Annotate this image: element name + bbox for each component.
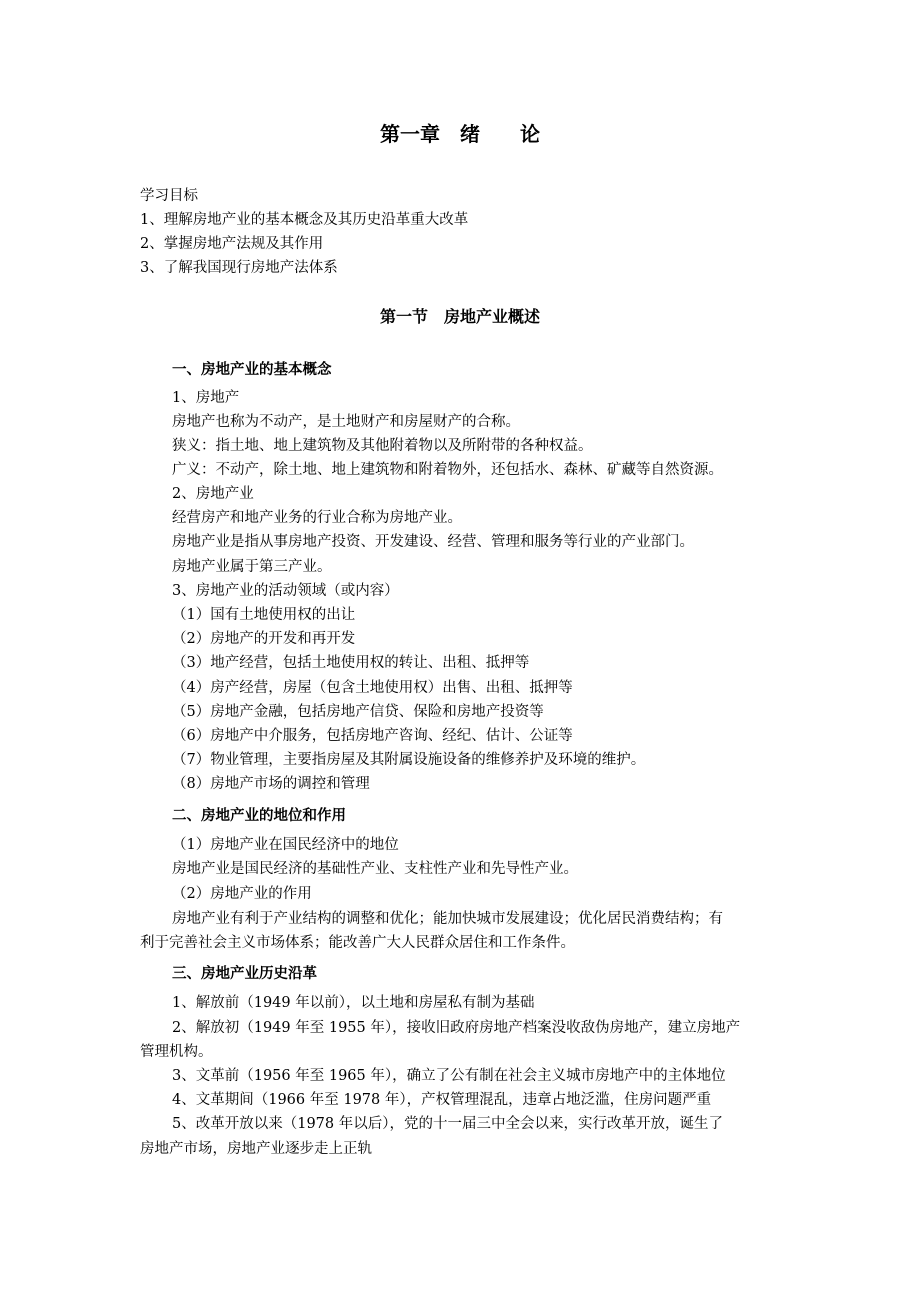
- paragraph-line: 管理机构。: [140, 1044, 213, 1060]
- list-item: （7）物业管理，主要指房屋及其附属设施设备的维修养护及环境的维护。: [172, 752, 646, 768]
- paragraph-line: 房地产业是国民经济的基础性产业、支柱性产业和先导性产业。: [172, 861, 578, 877]
- paragraph-line: 2、房地产业: [172, 486, 254, 502]
- list-item: （8）房地产市场的调控和管理: [172, 776, 370, 792]
- paragraph-line: 房地产业属于第三产业。: [172, 559, 332, 575]
- list-item: （6）房地产中介服务，包括房地产咨询、经纪、估计、公证等: [172, 728, 573, 744]
- paragraph-line: 3、文革前（1956 年至 1965 年），确立了公有制在社会主义城市房地产中的主体地位: [172, 1068, 726, 1084]
- paragraph-line: 4、文革期间（1966 年至 1978 年），产权管理混乱，违章占地泛滥，住房问题严重: [172, 1092, 712, 1108]
- paragraph-line: 1、房地产: [172, 390, 240, 406]
- part2-heading: 二、房地产业的地位和作用: [172, 808, 346, 824]
- paragraph-line: 房地产也称为不动产，是土地财产和房屋财产的合称。: [172, 414, 520, 430]
- objectives-heading: 学习目标: [140, 188, 198, 204]
- part1-heading: 一、房地产业的基本概念: [172, 362, 332, 378]
- paragraph-line: 3、房地产业的活动领域（或内容）: [172, 583, 399, 599]
- paragraph-line: 5、改革开放以来（1978 年以后），党的十一届三中全会以来，实行改革开放，诞生了: [172, 1116, 723, 1132]
- paragraph-line: 房地产业有利于产业结构的调整和优化；能加快城市发展建设；优化居民消费结构；有: [172, 911, 723, 927]
- paragraph-line: （1）房地产业在国民经济中的地位: [172, 837, 399, 853]
- paragraph-line: 2、解放初（1949 年至 1955 年），接收旧政府房地产档案没收敌伪房地产，建立房地产: [172, 1020, 741, 1036]
- paragraph-line: 经营房产和地产业务的行业合称为房地产业。: [172, 510, 462, 526]
- objective-item: 1、理解房地产业的基本概念及其历史沿革重大改革: [140, 212, 469, 228]
- paragraph-line: 房地产业是指从事房地产投资、开发建设、经营、管理和服务等行业的产业部门。: [172, 534, 694, 550]
- objective-item: 2、掌握房地产法规及其作用: [140, 236, 324, 252]
- paragraph-line: （2）房地产业的作用: [172, 886, 312, 902]
- list-item: （3）地产经营，包括土地使用权的转让、出租、抵押等: [172, 655, 530, 671]
- paragraph-line: 1、解放前（1949 年以前），以土地和房屋私有制为基础: [172, 995, 535, 1011]
- list-item: （5）房地产金融，包括房地产信贷、保险和房地产投资等: [172, 704, 544, 720]
- part3-heading: 三、房地产业历史沿革: [172, 966, 317, 982]
- list-item: （1）国有土地使用权的出让: [172, 607, 356, 623]
- paragraph-line: 利于完善社会主义市场体系；能改善广大人民群众居住和工作条件。: [140, 935, 575, 951]
- list-item: （2）房地产的开发和再开发: [172, 631, 356, 647]
- paragraph-line: 广义：不动产，除土地、地上建筑物和附着物外，还包括水、森林、矿藏等自然资源。: [172, 462, 723, 478]
- chapter-title: 第一章 绪 论: [380, 122, 540, 146]
- list-item: （4）房产经营，房屋（包含土地使用权）出售、出租、抵押等: [172, 680, 573, 696]
- objective-item: 3、了解我国现行房地产法体系: [140, 260, 338, 276]
- paragraph-line: 狭义：指土地、地上建筑物及其他附着物以及所附带的各种权益。: [172, 438, 593, 454]
- paragraph-line: 房地产市场，房地产业逐步走上正轨: [140, 1141, 372, 1157]
- section-title: 第一节 房地产业概述: [379, 307, 540, 326]
